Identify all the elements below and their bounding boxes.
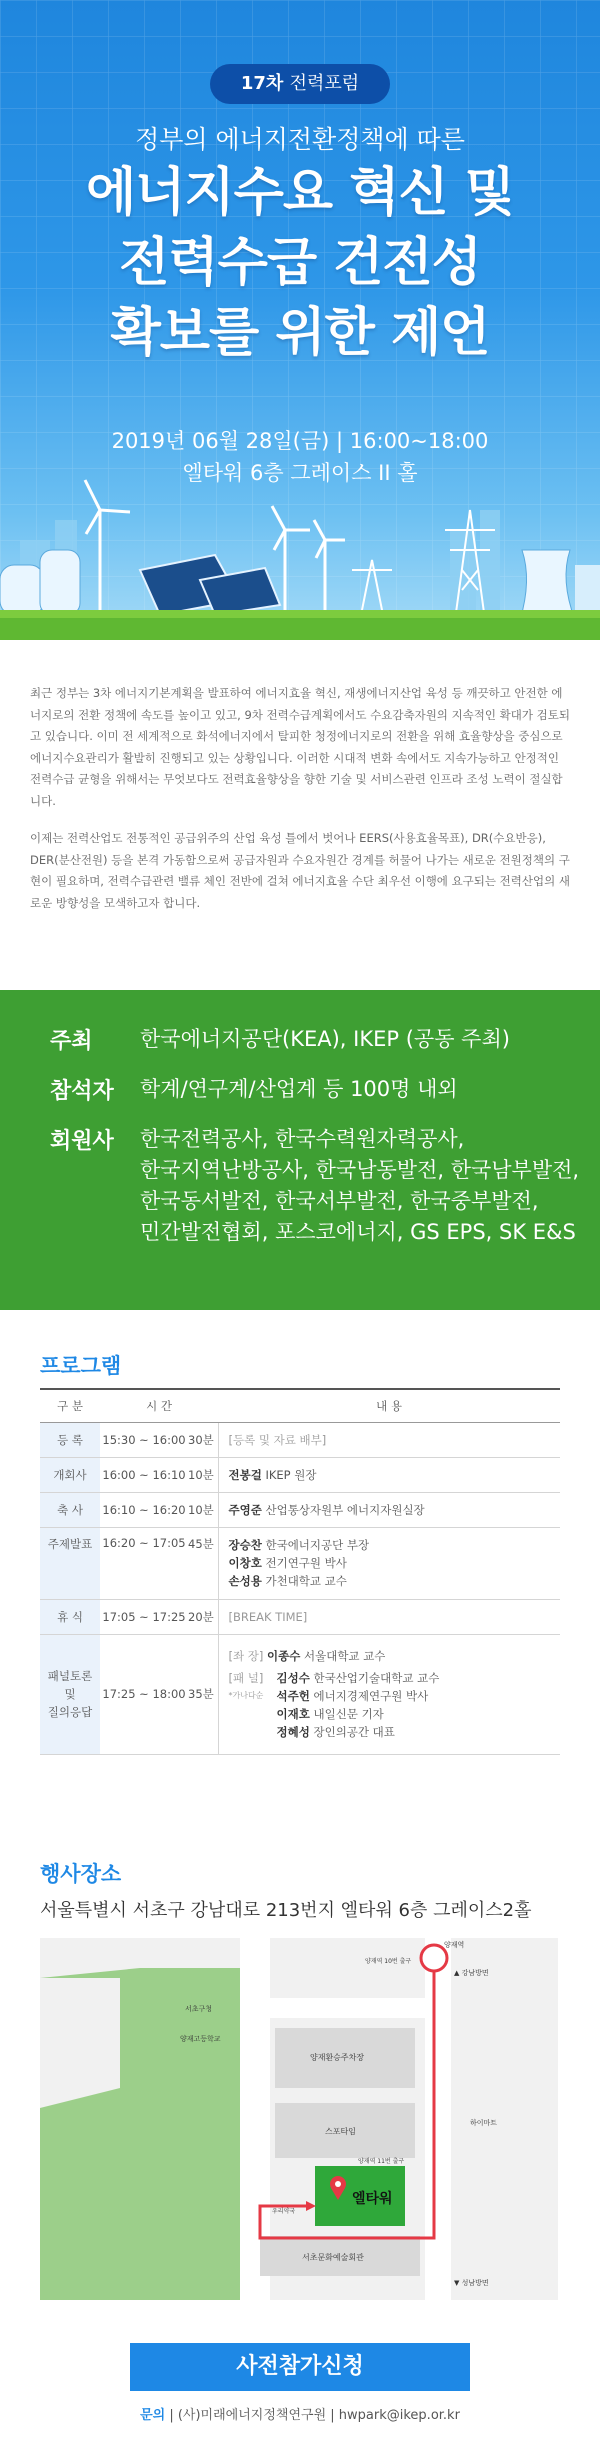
map-label-exit-bottom: 양재역 11번 출구 xyxy=(358,2158,405,2165)
speaker-name: 손성용 xyxy=(228,1574,262,1588)
member-line: 한국전력공사, 한국수력원자력공사, xyxy=(140,1127,465,1151)
panel-members xyxy=(277,1669,440,1741)
row-category: 휴 식 xyxy=(40,1599,100,1634)
contact-email[interactable]: hwpark@ikep.or.kr xyxy=(338,2408,460,2423)
panel-label-block xyxy=(229,1669,277,1741)
panelist xyxy=(277,1723,440,1741)
intro-paragraph-1: 최근 정부는 3차 에너지기본계획을 발표하여 에너지효율 혁신, 재생에너지산업 육성 등 깨끗하고 안전한 에너지로의 전환 정책에 속도를 높이고 있고, 9차 전력수급계획에서도 수요감축자원의 지속적인 확대가 검토되고 있습니다. 이미 전 세계적으로 화석에너지에서 탈피한 청정에너지로의 전환을 위해 효율향상을 중심으로 에너지수요관리가 활발히 진행되고 있는 상황입니다. 이러한 시대적 변화 속에서도 지속가능하고 안정적인 전력수급 균형을 위해서는 무엇보다도 전력효율향상을 향한 기술 및 서비스관련 인프라 조성 노력이 절실합니다. xyxy=(30,686,570,808)
hero-banner xyxy=(0,0,600,640)
cooling-tower-icon xyxy=(520,550,575,620)
contact-org: (사)미래에너지정책연구원 xyxy=(177,2408,327,2423)
header-time: 시 간 xyxy=(100,1390,218,1422)
table-header xyxy=(40,1390,560,1422)
row-content: [등록 및 자료 배부] xyxy=(218,1422,560,1457)
hero-subtitle: 정부의 에너지전환정책에 따른 xyxy=(135,125,465,154)
member-list xyxy=(140,1124,579,1248)
info-member-row xyxy=(50,1124,579,1248)
row-duration: 20분 xyxy=(188,1599,218,1634)
speaker-role: 내일신문 기자 xyxy=(313,1707,384,1721)
row-duration: 10분 xyxy=(188,1457,218,1492)
contact-sep: | xyxy=(169,2408,178,2423)
speaker-name: 주영준 xyxy=(228,1502,262,1517)
map-label-eltower: 엘타워 xyxy=(352,2191,393,2207)
map-label-pharmacy: 우리약국 xyxy=(272,2208,296,2215)
row-time: 16:00 ~ 16:10 xyxy=(100,1457,188,1492)
venue-address: 서울특별시 서초구 강남대로 213번지 엘타워 6층 그레이스2홀 xyxy=(40,1900,532,1921)
host-label: 주최 xyxy=(50,1029,93,1054)
map-label-seocho-office: 서초구청 xyxy=(185,2005,213,2013)
program-table xyxy=(40,1388,560,1755)
panelist xyxy=(277,1687,440,1705)
row-time: 16:10 ~ 16:20 xyxy=(100,1492,188,1527)
presenter xyxy=(229,1572,561,1590)
forum-badge xyxy=(210,64,390,104)
panel-label: [패 널] xyxy=(228,1671,264,1685)
map-label-culture: 서초문화예술회관 xyxy=(302,2253,364,2262)
row-content xyxy=(218,1457,560,1492)
row-content: [BREAK TIME] xyxy=(218,1599,560,1634)
contact-info xyxy=(0,2404,600,2423)
speaker-name: 석주헌 xyxy=(276,1689,310,1703)
speaker-name: 장승찬 xyxy=(228,1538,262,1552)
map-label-seongnam: ▼ 성남방면 xyxy=(454,2279,489,2287)
map-label-station: 양재역 xyxy=(444,1941,465,1949)
info-host-row xyxy=(50,1024,510,1055)
category-line: 및 xyxy=(64,1687,76,1701)
row-duration: 30분 xyxy=(188,1422,218,1457)
speaker-role: 에너지경제연구원 박사 xyxy=(313,1689,429,1703)
row-category: 등 록 xyxy=(40,1422,100,1457)
row-time: 16:20 ~ 17:05 xyxy=(100,1527,188,1599)
category-line: 질의응답 xyxy=(47,1705,93,1719)
header-content: 내 용 xyxy=(218,1390,560,1422)
row-category: 주제발표 xyxy=(40,1527,100,1599)
panelist xyxy=(277,1705,440,1723)
member-line: 한국동서발전, 한국서부발전, 한국중부발전, xyxy=(140,1189,539,1213)
row-content xyxy=(218,1527,560,1599)
member-line: 민간발전협회, 포스코에너지, GS EPS, SK E&S xyxy=(140,1220,576,1244)
map-label-exit-top: 양재역 10번 출구 xyxy=(365,1958,412,1965)
map-label-parking: 양재환승주차장 xyxy=(310,2053,365,2062)
row-time: 15:30 ~ 16:00 xyxy=(100,1422,188,1457)
row-content xyxy=(218,1492,560,1527)
header-category: 구 분 xyxy=(40,1390,100,1422)
attend-label: 참석자 xyxy=(50,1079,114,1104)
attend-value: 학계/연구계/산업계 등 100명 내외 xyxy=(140,1077,458,1101)
presenter xyxy=(229,1554,561,1572)
speaker-role: 전기연구원 박사 xyxy=(265,1556,347,1570)
event-venue: 엘타워 6층 그레이스 II 홀 xyxy=(182,461,418,485)
speaker-name: 김성수 xyxy=(276,1671,310,1685)
row-duration: 10분 xyxy=(188,1492,218,1527)
table-row xyxy=(40,1492,560,1527)
info-attend-row xyxy=(50,1074,458,1105)
pre-register-button[interactable]: 사전참가신청 xyxy=(130,2343,470,2391)
map-label-himart: 하이마트 xyxy=(470,2119,498,2127)
member-line: 한국지역난방공사, 한국남동발전, 한국남부발전, xyxy=(140,1158,580,1182)
map-label-gangnam: ▲ 강남방면 xyxy=(454,1969,489,1977)
speaker-name: 정혜성 xyxy=(276,1725,310,1739)
table-row xyxy=(40,1599,560,1634)
hero-title xyxy=(0,158,600,368)
speaker-role: IKEP 원장 xyxy=(265,1467,317,1482)
table-row xyxy=(40,1634,560,1754)
intro-paragraph-2: 이제는 전력산업도 전통적인 공급위주의 산업 육성 틀에서 벗어나 EERS(사용효율목표), DR(수요반응), DER(분산전원) 등을 본격 가동함으로써 공급자원과 수요자원간 경계를 허물어 나가는 새로운 전원정책의 구현이 필요하며, 전력수급관련 밸류 체인 전반에 걸쳐 에너지효율 수단 최우선 이행에 요구되는 전력산업의 새로운 방향성을 모색하고자 합니다. xyxy=(30,831,570,910)
title-line-1: 에너지수요 혁신 및 xyxy=(85,163,515,223)
chair xyxy=(229,1647,561,1665)
speaker-role: 서울대학교 교수 xyxy=(304,1649,386,1663)
program-title: 프로그램 xyxy=(40,1354,122,1378)
row-time: 17:05 ~ 17:25 xyxy=(100,1599,188,1634)
title-line-2: 전력수급 건전성 xyxy=(119,233,481,293)
table-row xyxy=(40,1457,560,1492)
row-category xyxy=(40,1634,100,1754)
contact-sep: | xyxy=(330,2408,339,2423)
contact-label: 문의 xyxy=(140,2408,166,2423)
speaker-name: 이종수 xyxy=(267,1649,301,1663)
speaker-name: 이재호 xyxy=(276,1707,310,1721)
chair-label: [좌 장] xyxy=(228,1649,264,1663)
row-duration: 45분 xyxy=(188,1527,218,1599)
row-time: 17:25 ~ 18:00 xyxy=(100,1634,188,1754)
title-line-3: 확보를 위한 제언 xyxy=(110,303,490,363)
member-label: 회원사 xyxy=(50,1129,114,1154)
speaker-role: 한국에너지공단 부장 xyxy=(265,1538,370,1552)
event-date: 2019년 06월 28일(금) | 16:00~18:00 xyxy=(111,429,489,453)
intro-text xyxy=(30,683,570,930)
energy-illustration xyxy=(0,470,600,640)
category-line: 패널토론 xyxy=(47,1669,93,1683)
venue-title: 행사장소 xyxy=(40,1862,122,1886)
row-duration: 35분 xyxy=(188,1634,218,1754)
speaker-role: 가천대학교 교수 xyxy=(265,1574,347,1588)
panel-group xyxy=(229,1669,561,1741)
table-row xyxy=(40,1527,560,1599)
table-row xyxy=(40,1422,560,1457)
speaker-role: 한국산업기술대학교 교수 xyxy=(313,1671,440,1685)
venue-map xyxy=(40,1938,558,2300)
speaker-name: 이창호 xyxy=(228,1556,262,1570)
row-category: 축 사 xyxy=(40,1492,100,1527)
speaker-name: 전봉걸 xyxy=(228,1467,262,1482)
row-category: 개회사 xyxy=(40,1457,100,1492)
host-value: 한국에너지공단(KEA), IKEP (공동 주최) xyxy=(140,1027,510,1051)
speaker-role: 장인의공간 대표 xyxy=(313,1725,395,1739)
map-label-yangjae-hs: 양재고등학교 xyxy=(180,2035,221,2043)
badge-number: 17차 xyxy=(240,73,284,94)
event-info-panel xyxy=(0,990,600,1310)
badge-text: 전력포럼 xyxy=(289,73,360,94)
speaker-role: 산업통상자원부 에너지자원실장 xyxy=(265,1502,425,1517)
storage-tank-icon xyxy=(0,550,80,615)
map-label-spotime: 스포타임 xyxy=(325,2127,356,2136)
presenter xyxy=(229,1536,561,1554)
panelist xyxy=(277,1669,440,1687)
panel-note: *가나다순 xyxy=(228,1691,264,1700)
row-content xyxy=(218,1634,560,1754)
